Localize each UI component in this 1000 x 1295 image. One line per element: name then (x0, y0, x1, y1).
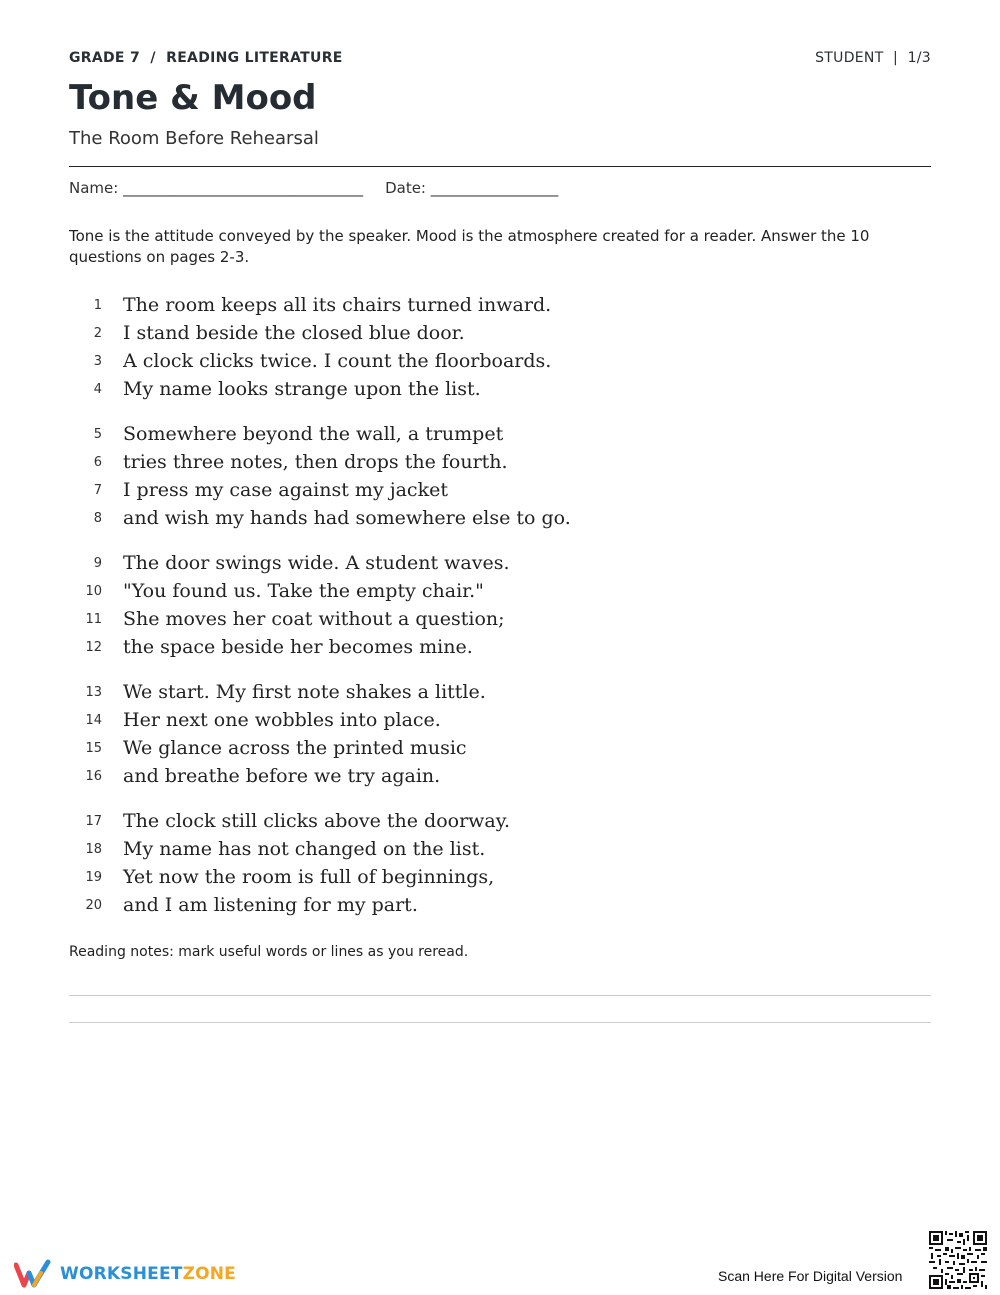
line-text: My name has not changed on the list. (123, 838, 486, 860)
grade-label: GRADE 7 / READING LITERATURE (69, 50, 343, 66)
line-text: We glance across the printed music (123, 737, 467, 759)
line-number: 12 (85, 639, 102, 655)
line-text: and breathe before we try again. (123, 765, 441, 787)
line-number: 14 (85, 712, 102, 728)
line-number: 17 (85, 813, 102, 829)
line-text: I press my case against my jacket (123, 479, 448, 501)
poem-line (69, 504, 931, 532)
stanza (69, 807, 931, 919)
reading-notes-label: Reading notes: mark useful words or lines as you reread. (69, 944, 469, 960)
line-text: and I am listening for my part. (123, 894, 418, 916)
name-field[interactable]: Name: ________________________________ (69, 179, 364, 197)
poem-line (69, 605, 931, 633)
poem-line (69, 577, 931, 605)
stanza (69, 549, 931, 661)
line-text: I stand beside the closed blue door. (123, 322, 465, 344)
line-number: 11 (85, 611, 102, 627)
worksheetzone-logo-icon (14, 1259, 52, 1289)
instructions: Tone is the attitude conveyed by the speaker. Mood is the atmosphere created for a reader. Answer the 10 questions on pages 2-3. (69, 227, 870, 266)
line-number: 3 (93, 353, 102, 369)
notes-write-line[interactable] (69, 995, 931, 996)
poem-line (69, 807, 931, 835)
line-number: 1 (93, 297, 102, 313)
line-number: 5 (93, 426, 102, 442)
line-text: "You found us. Take the empty chair." (123, 580, 484, 602)
poem (69, 291, 931, 936)
line-text: tries three notes, then drops the fourth. (123, 451, 508, 473)
logo-word-zone: ZONE (182, 1264, 236, 1284)
poem-line (69, 549, 931, 577)
line-number: 6 (93, 454, 102, 470)
qr-code-icon[interactable] (929, 1231, 987, 1289)
worksheetzone-logo[interactable] (14, 1259, 236, 1289)
line-number: 15 (85, 740, 102, 756)
line-number: 7 (93, 482, 102, 498)
line-number: 18 (85, 841, 102, 857)
line-text: The room keeps all its chairs turned inward. (123, 294, 552, 316)
line-text: the space beside her becomes mine. (123, 636, 473, 658)
line-text: Her next one wobbles into place. (123, 709, 441, 731)
line-text: A clock clicks twice. I count the floorboards. (123, 350, 552, 372)
line-text: The door swings wide. A student waves. (123, 552, 510, 574)
poem-line (69, 891, 931, 919)
poem-line (69, 375, 931, 403)
poem-line (69, 734, 931, 762)
poem-line (69, 476, 931, 504)
notes-write-line[interactable] (69, 1022, 931, 1023)
stanza (69, 678, 931, 790)
poem-line (69, 678, 931, 706)
line-number: 2 (93, 325, 102, 341)
logo-word-worksheet: WORKSHEET (60, 1264, 183, 1284)
poem-line (69, 706, 931, 734)
line-text: We start. My first note shakes a little. (123, 681, 486, 703)
line-text: and wish my hands had somewhere else to go. (123, 507, 571, 529)
poem-line (69, 448, 931, 476)
stanza (69, 420, 931, 532)
logo-wordmark (60, 1264, 236, 1284)
line-text: My name looks strange upon the list. (123, 378, 481, 400)
poem-line (69, 863, 931, 891)
poem-line (69, 319, 931, 347)
line-text: Somewhere beyond the wall, a trumpet (123, 423, 504, 445)
line-number: 16 (85, 768, 102, 784)
poem-line (69, 835, 931, 863)
scan-text: Scan Here For Digital Version (718, 1268, 903, 1284)
stanza (69, 291, 931, 403)
page-info: STUDENT | 1/3 (815, 50, 931, 66)
line-number: 19 (85, 869, 102, 885)
line-number: 8 (93, 510, 102, 526)
poem-line (69, 420, 931, 448)
line-number: 9 (93, 555, 102, 571)
page-subtitle: The Room Before Rehearsal (69, 128, 319, 149)
student-fields (69, 179, 558, 197)
poem-line (69, 347, 931, 375)
date-field[interactable]: Date: _________________ (385, 179, 559, 197)
line-text: She moves her coat without a question; (123, 608, 505, 630)
line-text: Yet now the room is full of beginnings, (123, 866, 495, 888)
line-number: 20 (85, 897, 102, 913)
line-number: 4 (93, 381, 102, 397)
header-divider (69, 166, 931, 167)
poem-line (69, 291, 931, 319)
line-number: 10 (85, 583, 102, 599)
line-text: The clock still clicks above the doorway. (123, 810, 511, 832)
line-number: 13 (85, 684, 102, 700)
page-title: Tone & Mood (69, 78, 317, 118)
poem-line (69, 633, 931, 661)
top-bar (69, 50, 931, 70)
poem-line (69, 762, 931, 790)
